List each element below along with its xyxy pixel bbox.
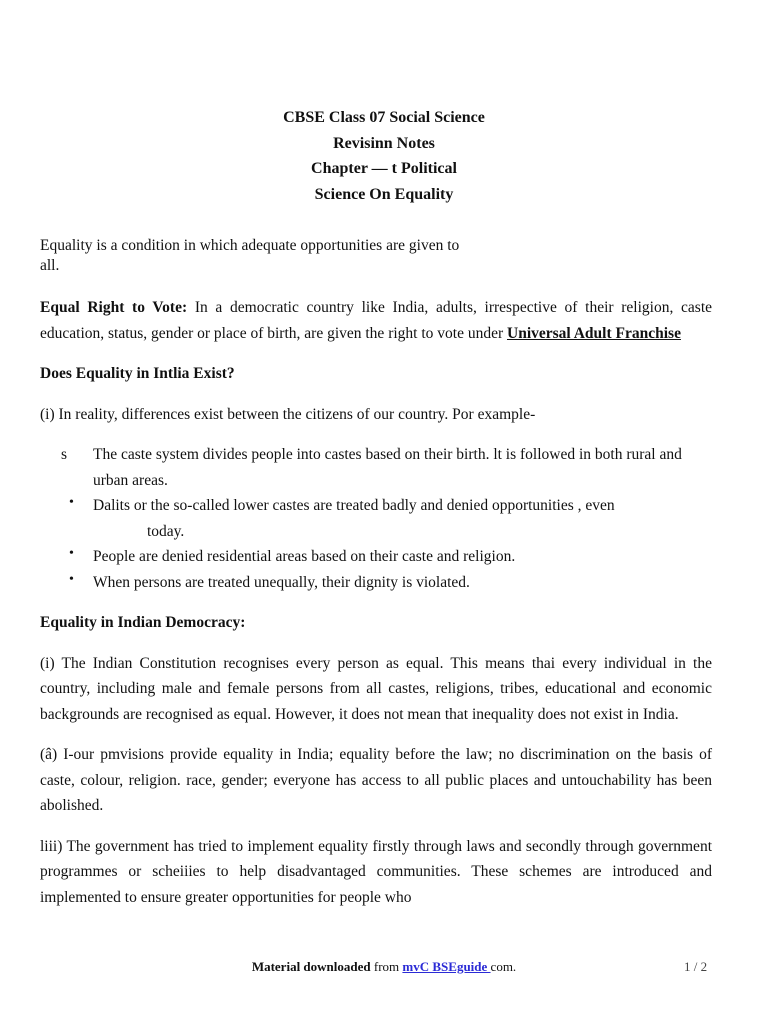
vote-paragraph — [40, 295, 712, 346]
footer-from: from — [370, 959, 403, 974]
list-item-text: The caste system divides people into castes based on their birth. lt is followed in both rural and urban areas. — [93, 446, 682, 489]
list-item — [40, 493, 712, 544]
section1-intro: (i) In reality, differences exist between the citizens of our country. Por example- — [40, 405, 536, 423]
bullet-marker: s — [61, 446, 68, 463]
democracy-paragraph-2: (â) I-our pmvisions provide equality in India; equality before the law; no discrimination on the basis of caste, colour, religion. race, gender; everyone has access to all public places and untouchability has been abolished. — [40, 746, 712, 814]
democracy-paragraph-3: liii) The government has tried to implement equality firstly through laws and secondly through government programmes or scheiiies to help disadvantaged communities. These schemes are introduced and implemented to ensure greater opportunities for people who — [40, 837, 712, 906]
intro-paragraph: Equality is a condition in which adequate opportunities are given to all. — [40, 237, 460, 274]
list-item-continuation: today. — [147, 522, 185, 540]
list-item-text: People are denied residential areas based on their caste and religion. — [93, 548, 516, 565]
universal-adult-franchise-term: Universal Adult Franchise — [507, 324, 681, 342]
bullet-marker: • — [69, 546, 74, 561]
document-header — [0, 105, 768, 207]
list-item — [40, 570, 712, 596]
header-title-line-4: Science On Equality — [314, 185, 454, 203]
list-item-text: Dalits or the so-called lower castes are treated badly and denied opportunities , even — [93, 497, 615, 514]
header-title-line-1: CBSE Class 07 Social Science — [283, 109, 485, 126]
examples-list — [40, 442, 712, 595]
page-footer — [0, 959, 768, 975]
footer-suffix: com. — [490, 959, 517, 974]
list-item — [40, 442, 712, 493]
list-item — [40, 544, 712, 570]
section-heading-indian-democracy: Equality in Indian Democracy: — [40, 614, 246, 631]
header-title-line-2: Revisinn Notes — [333, 134, 435, 152]
list-item-text: When persons are treated unequally, their dignity is violated. — [93, 573, 470, 591]
header-title-line-3: Chapter — t Political — [311, 160, 457, 177]
document-body — [40, 236, 712, 925]
footer-site-link[interactable]: mvC BSEguide — [402, 959, 491, 974]
footer-label: Material downloaded — [251, 959, 371, 974]
bullet-marker: • — [69, 495, 74, 510]
page-number: 1 / 2 — [684, 959, 708, 974]
vote-label: Equal Right to Vote: — [40, 299, 188, 316]
democracy-paragraph-1: (i) The Indian Constitution recognises every person as equal. This means thai every individual in the country, including male and female persons from all castes, religions, tribes, educational and economic backgrounds are recognised as equal. However, it does not mean that inequality does not exist in India. — [40, 654, 712, 723]
bullet-marker: • — [69, 571, 74, 587]
vote-text: In a democratic country like India, adults, irrespective of their religion, caste education, status, gender or place of birth, are given the right to vote under — [40, 299, 712, 342]
section-heading-equality-exist: Does Equality in Intlia Exist? — [40, 365, 235, 382]
